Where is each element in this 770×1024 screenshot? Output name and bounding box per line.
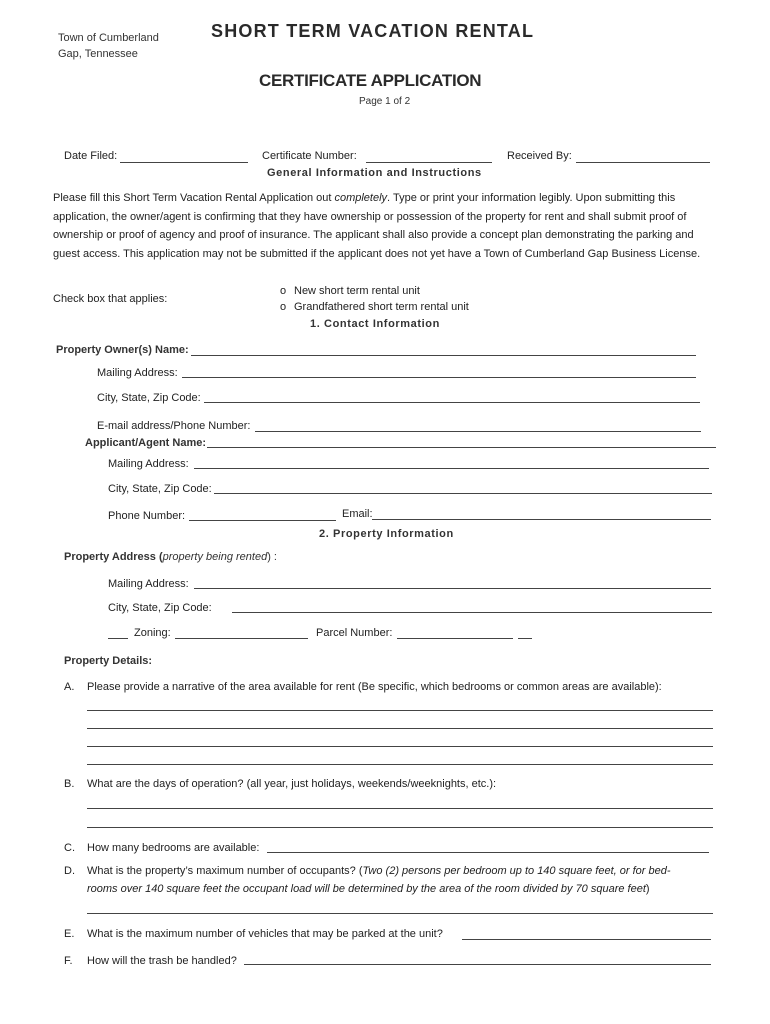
checkbox-circle-icon: o	[280, 301, 287, 313]
question-d-line-1	[87, 865, 671, 877]
property-details-label: Property Details:	[64, 655, 153, 667]
question-c-answer-line[interactable]	[267, 852, 709, 853]
form-title: SHORT TERM VACATION RENTAL	[211, 21, 535, 41]
instructions-text-2: . Type or print your information legibly. Upon submitting this application, the owner/agent is confirming that they have ownership or possession of the property for rent and shall submit proof of ownership or proof of agency and proof of insurance. The applicant shall also provide a concept plan demonstrating the parking and guest access. This application may not be submitted if the applicant does not yet have a Town of Cumberland Gap Business License.	[53, 192, 701, 260]
question-d-emphasis-2: rooms over 140 square feet the occupant load will be determined by the area of the room divided by 70 square feet	[87, 883, 646, 895]
question-f-answer-line[interactable]	[244, 964, 711, 965]
owner-email-phone-label: E-mail address/Phone Number:	[97, 420, 251, 432]
property-address-emphasis: property being rented	[162, 551, 268, 563]
town-line-1: Town of Cumberland	[58, 32, 159, 44]
question-a-answer-line[interactable]	[87, 710, 713, 711]
property-city-field[interactable]	[232, 612, 712, 613]
checkbox-option-new-label: New short term rental unit	[294, 285, 420, 297]
question-d-emphasis-1: Two (2) persons per bedroom up to 140 square feet, or for bed-	[362, 865, 671, 877]
property-heading: 2. Property Information	[319, 528, 454, 540]
town-name	[58, 30, 159, 62]
question-b-letter: B.	[64, 778, 75, 790]
question-f-letter: F.	[64, 955, 73, 967]
question-a-answer-line[interactable]	[87, 764, 713, 765]
contact-heading: 1. Contact Information	[310, 318, 440, 330]
question-c-text: How many bedrooms are available:	[87, 842, 260, 854]
question-f-text: How will the trash be handled?	[87, 955, 237, 967]
checkbox-prompt: Check box that applies:	[53, 293, 168, 305]
property-address-text: Property Address (	[64, 551, 163, 563]
agent-mailing-label: Mailing Address:	[108, 458, 189, 470]
zoning-prefix-line	[108, 638, 128, 639]
checkbox-option-grandfathered[interactable]	[280, 301, 469, 313]
question-a-text: Please provide a narrative of the area available for rent (Be specific, which bedrooms or common areas are available):	[87, 681, 662, 693]
agent-name-label: Applicant/Agent Name:	[85, 437, 207, 449]
general-heading: General Information and Instructions	[267, 167, 482, 179]
instructions-paragraph	[53, 189, 713, 263]
agent-phone-label: Phone Number:	[108, 510, 186, 522]
owner-name-label: Property Owner(s) Name:	[56, 344, 189, 356]
question-d-text: What is the property’s maximum number of occupants? (	[87, 865, 363, 877]
property-address-label	[64, 551, 277, 563]
owner-city-label: City, State, Zip Code:	[97, 392, 201, 404]
owner-city-field[interactable]	[204, 402, 700, 403]
agent-email-label: Email:	[342, 508, 373, 520]
town-line-2: Gap, Tennessee	[58, 48, 138, 60]
received-by-label: Received By:	[507, 150, 572, 162]
question-e-letter: E.	[64, 928, 75, 940]
instructions-text-1: Please fill this Short Term Vacation Rental Application out	[53, 192, 335, 204]
owner-name-field[interactable]	[191, 355, 696, 356]
question-e-answer-line[interactable]	[462, 939, 711, 940]
question-d-letter: D.	[64, 865, 75, 877]
question-a-letter: A.	[64, 681, 75, 693]
owner-mailing-field[interactable]	[182, 377, 696, 378]
certificate-number-field[interactable]	[366, 162, 492, 163]
date-filed-label: Date Filed:	[64, 150, 118, 162]
question-a-answer-line[interactable]	[87, 746, 713, 747]
zoning-field[interactable]	[175, 638, 308, 639]
agent-email-field[interactable]	[372, 519, 711, 520]
parcel-number-field[interactable]	[397, 638, 513, 639]
agent-name-field[interactable]	[207, 447, 716, 448]
owner-mailing-label: Mailing Address:	[97, 367, 178, 379]
property-city-label: City, State, Zip Code:	[108, 602, 212, 614]
agent-city-field[interactable]	[214, 493, 712, 494]
form-subtitle: CERTIFICATE APPLICATION	[259, 71, 482, 90]
agent-phone-field[interactable]	[189, 520, 336, 521]
checkbox-circle-icon: o	[280, 285, 287, 297]
parcel-number-label: Parcel Number:	[316, 627, 393, 639]
agent-city-label: City, State, Zip Code:	[108, 483, 212, 495]
page-number: Page 1 of 2	[359, 96, 411, 107]
agent-mailing-field[interactable]	[194, 468, 709, 469]
question-b-answer-line[interactable]	[87, 827, 713, 828]
question-e-text: What is the maximum number of vehicles that may be parked at the unit?	[87, 928, 443, 940]
question-b-text: What are the days of operation? (all year, just holidays, weekends/weeknights, etc.):	[87, 778, 497, 790]
property-address-end: ) :	[267, 551, 277, 563]
question-d-line-2	[87, 883, 650, 895]
parcel-number-suffix-line	[518, 638, 532, 639]
owner-email-phone-field[interactable]	[255, 431, 701, 432]
property-mailing-label: Mailing Address:	[108, 578, 189, 590]
question-b-answer-line[interactable]	[87, 808, 713, 809]
checkbox-option-new[interactable]	[280, 285, 420, 297]
question-c-letter: C.	[64, 842, 75, 854]
received-by-field[interactable]	[576, 162, 710, 163]
checkbox-option-grandfathered-label: Grandfathered short term rental unit	[294, 301, 469, 313]
question-a-answer-line[interactable]	[87, 728, 713, 729]
zoning-label: Zoning:	[134, 627, 171, 639]
instructions-emphasis: completely	[334, 192, 388, 204]
certificate-number-label: Certificate Number:	[262, 150, 357, 162]
date-filed-field[interactable]	[120, 162, 248, 163]
question-d-end: )	[645, 883, 650, 895]
property-mailing-field[interactable]	[194, 588, 711, 589]
question-d-answer-line[interactable]	[87, 913, 713, 914]
